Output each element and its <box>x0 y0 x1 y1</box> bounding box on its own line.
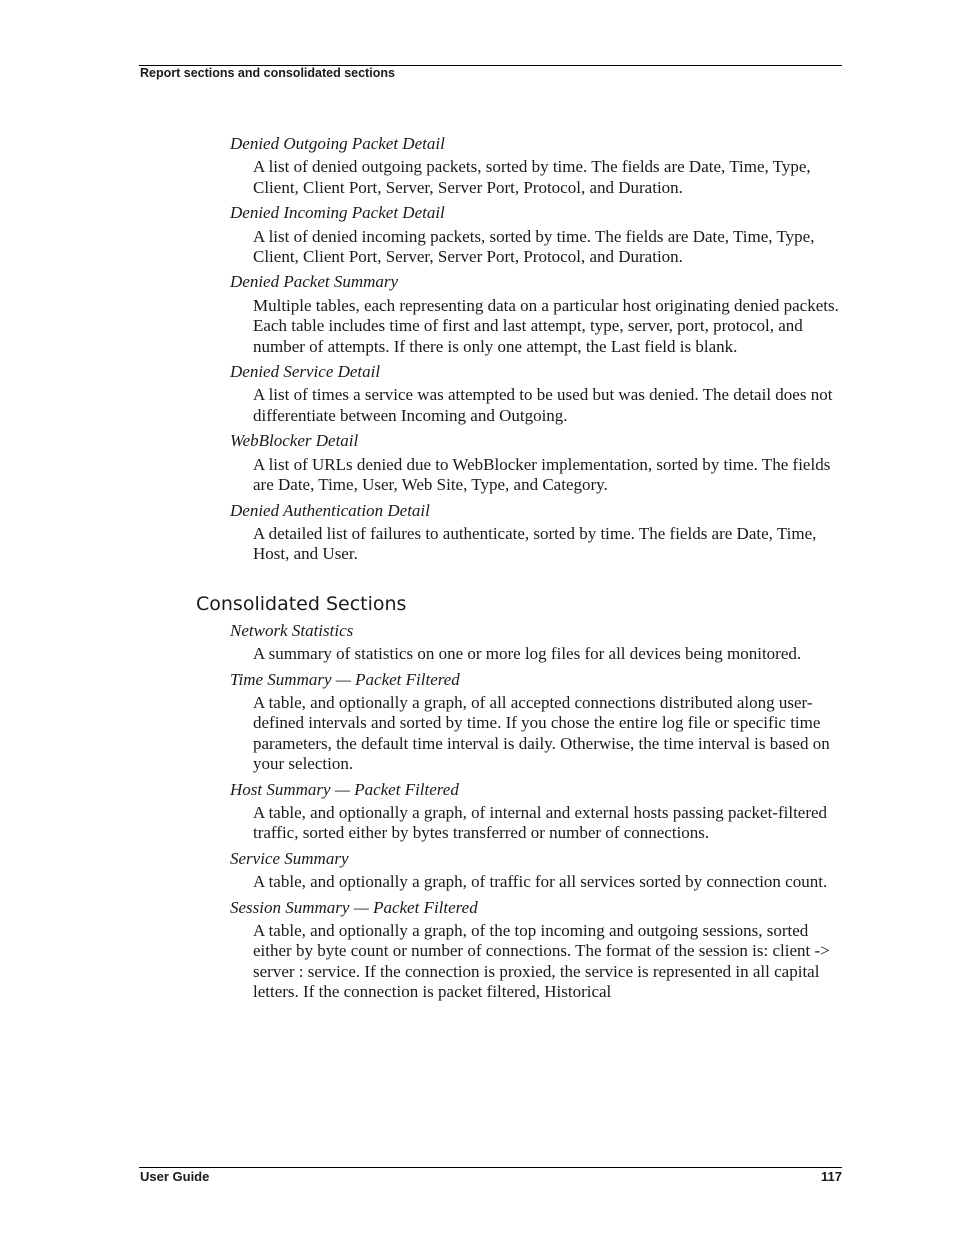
entry-description: A detailed list of failures to authenticate, sorted by time. The fields are Date, Time, Host, and User. <box>253 523 817 564</box>
entry-term: Host Summary — Packet Filtered <box>230 779 459 799</box>
entry-description: A list of denied incoming packets, sorted by time. The fields are Date, Time, Type, Client, Client Port, Server, Server Port, Protocol, and Duration. <box>253 226 815 267</box>
entry-description: A list of denied outgoing packets, sorted by time. The fields are Date, Time, Type, Client, Client Port, Server, Server Port, Protocol, and Duration. <box>253 157 811 197</box>
entry-description: A table, and optionally a graph, of the top incoming and outgoing sessions, sorted either by byte count or number of connections. The format of the session is: client -> server : service. If the connection is proxied, the service is represented in all capital letters. If the connection is packet filtered, Historical <box>253 921 830 1002</box>
entry-description: A list of times a service was attempted to be used but was denied. The detail does not differentiate between Incoming and Outgoing. <box>253 385 833 425</box>
entry-description: A table, and optionally a graph, of traffic for all services sorted by connection count. <box>253 872 828 892</box>
entry-session-summary <box>196 898 846 1003</box>
entry-webblocker <box>196 431 846 495</box>
entry-time-summary <box>196 670 846 775</box>
entry-denied-authentication <box>196 501 846 565</box>
section-heading: Consolidated Sections <box>196 592 407 615</box>
running-header: Report sections and consolidated sections <box>140 66 395 80</box>
entry-term: Session Summary — Packet Filtered <box>230 897 478 917</box>
entry-denied-packet-summary <box>196 272 846 357</box>
entry-term: Denied Incoming Packet Detail <box>230 203 445 223</box>
entry-term: Service Summary <box>230 848 349 868</box>
entry-term: WebBlocker Detail <box>230 431 359 451</box>
entry-host-summary <box>196 780 846 844</box>
entry-term: Denied Outgoing Packet Detail <box>230 134 445 153</box>
page-body <box>196 134 846 1008</box>
entry-term: Network Statistics <box>230 620 354 640</box>
entry-term: Time Summary — Packet Filtered <box>230 669 460 689</box>
footer-document-title: User Guide <box>140 1169 210 1184</box>
page-number: 117 <box>821 1169 842 1184</box>
entry-term: Denied Packet Summary <box>230 272 399 292</box>
entry-denied-incoming <box>196 203 846 267</box>
entry-term: Denied Service Detail <box>230 362 381 382</box>
footer-rule <box>139 1167 842 1168</box>
entry-denied-outgoing <box>196 134 846 198</box>
entry-description: A list of URLs denied due to WebBlocker implementation, sorted by time. The fields are Date, Time, User, Web Site, Type, and Category. <box>253 454 831 495</box>
entry-denied-service <box>196 362 846 426</box>
entry-description: A table, and optionally a graph, of internal and external hosts passing packet-filtered traffic, sorted either by bytes transferred or number of connections. <box>253 802 828 843</box>
entry-description: Multiple tables, each representing data on a particular host originating denied packets. Each table includes time of first and last attempt, type, server, port, protocol, and number of attempts. If there is only one attempt, the Last field is blank. <box>253 295 839 356</box>
entry-description: A table, and optionally a graph, of all accepted connections distributed along user-defined intervals and sorted by time. If you chose the entire log file or specific time parameters, the default time interval is daily. Otherwise, the time interval is based on your selection. <box>253 692 830 774</box>
entry-network-statistics <box>196 621 846 665</box>
entry-service-summary <box>196 849 846 893</box>
entry-description: A summary of statistics on one or more log files for all devices being monitored. <box>253 644 802 664</box>
entry-term: Denied Authentication Detail <box>230 500 430 520</box>
